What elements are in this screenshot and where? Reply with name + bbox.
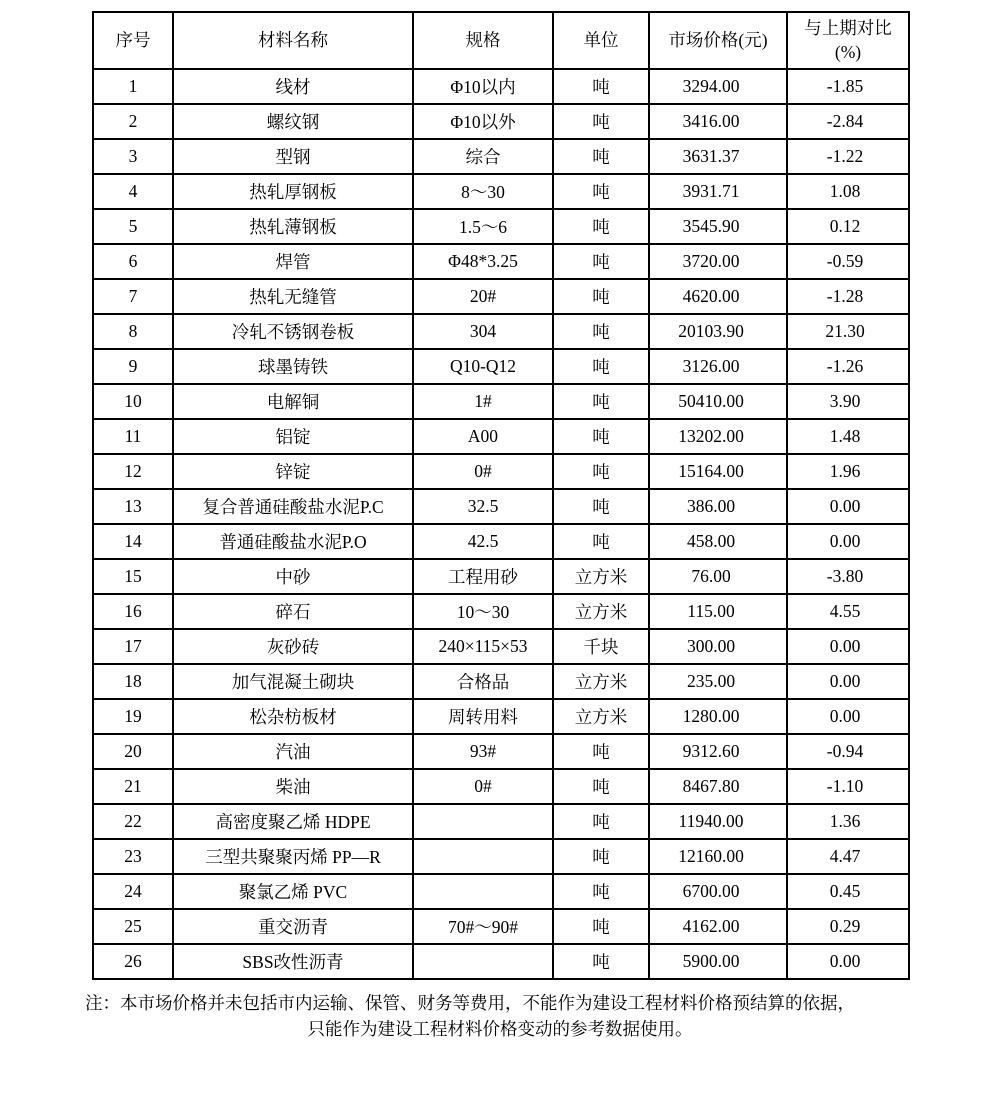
material-name-cell: 碎石 bbox=[173, 594, 413, 629]
material-name-cell: 高密度聚乙烯 HDPE bbox=[173, 804, 413, 839]
serial-cell: 12 bbox=[93, 454, 173, 489]
material-name-cell: 松杂枋板材 bbox=[173, 699, 413, 734]
table-row bbox=[93, 734, 909, 769]
unit-cell: 吨 bbox=[553, 384, 649, 419]
table-row bbox=[93, 209, 909, 244]
unit-cell: 立方米 bbox=[553, 594, 649, 629]
price-cell: 3631.37 bbox=[649, 139, 787, 174]
change-cell: -3.80 bbox=[787, 559, 909, 594]
serial-cell: 3 bbox=[93, 139, 173, 174]
material-name-cell: 复合普通硅酸盐水泥P.C bbox=[173, 489, 413, 524]
unit-cell: 吨 bbox=[553, 209, 649, 244]
change-cell: 1.48 bbox=[787, 419, 909, 454]
header-row bbox=[93, 12, 909, 69]
change-cell: -1.28 bbox=[787, 279, 909, 314]
spec-cell: Q10-Q12 bbox=[413, 349, 553, 384]
serial-cell: 22 bbox=[93, 804, 173, 839]
footnote bbox=[85, 990, 915, 1042]
price-cell: 3126.00 bbox=[649, 349, 787, 384]
col-header-serial: 序号 bbox=[93, 12, 173, 69]
serial-cell: 13 bbox=[93, 489, 173, 524]
price-cell: 300.00 bbox=[649, 629, 787, 664]
material-name-cell: 普通硅酸盐水泥P.O bbox=[173, 524, 413, 559]
price-cell: 5900.00 bbox=[649, 944, 787, 979]
table-row bbox=[93, 524, 909, 559]
unit-cell: 吨 bbox=[553, 734, 649, 769]
material-name-cell: 型钢 bbox=[173, 139, 413, 174]
material-name-cell: 中砂 bbox=[173, 559, 413, 594]
table-row bbox=[93, 419, 909, 454]
col-header-change-line2: (%) bbox=[834, 41, 862, 62]
table-row bbox=[93, 594, 909, 629]
unit-cell: 吨 bbox=[553, 804, 649, 839]
unit-cell: 吨 bbox=[553, 769, 649, 804]
col-header-unit: 单位 bbox=[553, 12, 649, 69]
serial-cell: 16 bbox=[93, 594, 173, 629]
change-cell: 1.36 bbox=[787, 804, 909, 839]
materials-price-table bbox=[92, 11, 910, 980]
serial-cell: 9 bbox=[93, 349, 173, 384]
spec-cell: 240×115×53 bbox=[413, 629, 553, 664]
material-name-cell: 热轧厚钢板 bbox=[173, 174, 413, 209]
table-row bbox=[93, 69, 909, 104]
table-row bbox=[93, 769, 909, 804]
price-cell: 8467.80 bbox=[649, 769, 787, 804]
col-header-change bbox=[787, 12, 909, 69]
material-name-cell: 球墨铸铁 bbox=[173, 349, 413, 384]
table-row bbox=[93, 874, 909, 909]
spec-cell: 93# bbox=[413, 734, 553, 769]
material-name-cell: 灰砂砖 bbox=[173, 629, 413, 664]
change-cell: 0.12 bbox=[787, 209, 909, 244]
serial-cell: 18 bbox=[93, 664, 173, 699]
material-name-cell: 热轧薄钢板 bbox=[173, 209, 413, 244]
change-cell: -2.84 bbox=[787, 104, 909, 139]
serial-cell: 5 bbox=[93, 209, 173, 244]
price-cell: 3294.00 bbox=[649, 69, 787, 104]
spec-cell: Φ10以外 bbox=[413, 104, 553, 139]
table-row bbox=[93, 104, 909, 139]
material-name-cell: 热轧无缝管 bbox=[173, 279, 413, 314]
price-cell: 6700.00 bbox=[649, 874, 787, 909]
serial-cell: 26 bbox=[93, 944, 173, 979]
change-cell: 0.29 bbox=[787, 909, 909, 944]
unit-cell: 吨 bbox=[553, 419, 649, 454]
serial-cell: 20 bbox=[93, 734, 173, 769]
serial-cell: 17 bbox=[93, 629, 173, 664]
price-cell: 1280.00 bbox=[649, 699, 787, 734]
serial-cell: 15 bbox=[93, 559, 173, 594]
material-name-cell: 铝锭 bbox=[173, 419, 413, 454]
material-name-cell: 聚氯乙烯 PVC bbox=[173, 874, 413, 909]
price-cell: 50410.00 bbox=[649, 384, 787, 419]
spec-cell: 1# bbox=[413, 384, 553, 419]
serial-cell: 24 bbox=[93, 874, 173, 909]
unit-cell: 吨 bbox=[553, 489, 649, 524]
spec-cell: 42.5 bbox=[413, 524, 553, 559]
serial-cell: 25 bbox=[93, 909, 173, 944]
table-row bbox=[93, 944, 909, 979]
serial-cell: 14 bbox=[93, 524, 173, 559]
unit-cell: 吨 bbox=[553, 244, 649, 279]
material-name-cell: SBS改性沥青 bbox=[173, 944, 413, 979]
unit-cell: 吨 bbox=[553, 454, 649, 489]
change-cell: 4.55 bbox=[787, 594, 909, 629]
serial-cell: 23 bbox=[93, 839, 173, 874]
unit-cell: 吨 bbox=[553, 314, 649, 349]
price-cell: 458.00 bbox=[649, 524, 787, 559]
unit-cell: 吨 bbox=[553, 839, 649, 874]
material-name-cell: 电解铜 bbox=[173, 384, 413, 419]
price-cell: 4162.00 bbox=[649, 909, 787, 944]
material-name-cell: 锌锭 bbox=[173, 454, 413, 489]
unit-cell: 立方米 bbox=[553, 699, 649, 734]
serial-cell: 19 bbox=[93, 699, 173, 734]
change-cell: 0.00 bbox=[787, 524, 909, 559]
unit-cell: 吨 bbox=[553, 524, 649, 559]
spec-cell: 1.5～6 bbox=[413, 209, 553, 244]
change-cell: -1.26 bbox=[787, 349, 909, 384]
material-name-cell: 重交沥青 bbox=[173, 909, 413, 944]
spec-cell: 304 bbox=[413, 314, 553, 349]
change-cell: -0.94 bbox=[787, 734, 909, 769]
unit-cell: 吨 bbox=[553, 874, 649, 909]
price-cell: 386.00 bbox=[649, 489, 787, 524]
material-name-cell: 冷轧不锈钢卷板 bbox=[173, 314, 413, 349]
spec-cell: Φ48*3.25 bbox=[413, 244, 553, 279]
table-row bbox=[93, 314, 909, 349]
table-row bbox=[93, 139, 909, 174]
change-cell: -1.22 bbox=[787, 139, 909, 174]
spec-cell bbox=[413, 804, 553, 839]
material-name-cell: 汽油 bbox=[173, 734, 413, 769]
price-cell: 3545.90 bbox=[649, 209, 787, 244]
unit-cell: 立方米 bbox=[553, 664, 649, 699]
serial-cell: 21 bbox=[93, 769, 173, 804]
table-row bbox=[93, 804, 909, 839]
material-name-cell: 加气混凝土砌块 bbox=[173, 664, 413, 699]
serial-cell: 1 bbox=[93, 69, 173, 104]
unit-cell: 吨 bbox=[553, 139, 649, 174]
serial-cell: 7 bbox=[93, 279, 173, 314]
table-row bbox=[93, 244, 909, 279]
serial-cell: 10 bbox=[93, 384, 173, 419]
change-cell: -1.10 bbox=[787, 769, 909, 804]
unit-cell: 吨 bbox=[553, 349, 649, 384]
table-row bbox=[93, 559, 909, 594]
spec-cell: 32.5 bbox=[413, 489, 553, 524]
material-name-cell: 焊管 bbox=[173, 244, 413, 279]
spec-cell: 周转用料 bbox=[413, 699, 553, 734]
price-cell: 9312.60 bbox=[649, 734, 787, 769]
change-cell: 4.47 bbox=[787, 839, 909, 874]
table-row bbox=[93, 664, 909, 699]
spec-cell bbox=[413, 839, 553, 874]
col-header-market-price: 市场价格(元) bbox=[649, 12, 787, 69]
spec-cell bbox=[413, 944, 553, 979]
spec-cell: 0# bbox=[413, 454, 553, 489]
spec-cell: A00 bbox=[413, 419, 553, 454]
unit-cell: 立方米 bbox=[553, 559, 649, 594]
price-cell: 3931.71 bbox=[649, 174, 787, 209]
spec-cell bbox=[413, 874, 553, 909]
spec-cell: 工程用砂 bbox=[413, 559, 553, 594]
price-cell: 235.00 bbox=[649, 664, 787, 699]
table-row bbox=[93, 629, 909, 664]
material-name-cell: 线材 bbox=[173, 69, 413, 104]
spec-cell: 综合 bbox=[413, 139, 553, 174]
unit-cell: 吨 bbox=[553, 174, 649, 209]
price-cell: 13202.00 bbox=[649, 419, 787, 454]
spec-cell: 0# bbox=[413, 769, 553, 804]
unit-cell: 吨 bbox=[553, 279, 649, 314]
table-row bbox=[93, 349, 909, 384]
serial-cell: 6 bbox=[93, 244, 173, 279]
material-name-cell: 螺纹钢 bbox=[173, 104, 413, 139]
material-name-cell: 柴油 bbox=[173, 769, 413, 804]
unit-cell: 吨 bbox=[553, 69, 649, 104]
change-cell: 3.90 bbox=[787, 384, 909, 419]
price-cell: 4620.00 bbox=[649, 279, 787, 314]
table-row bbox=[93, 699, 909, 734]
unit-cell: 吨 bbox=[553, 104, 649, 139]
unit-cell: 千块 bbox=[553, 629, 649, 664]
serial-cell: 8 bbox=[93, 314, 173, 349]
footnote-line1: 注：本市场价格并未包括市内运输、保管、财务等费用，不能作为建设工程材料价格预结算的依据， bbox=[85, 993, 855, 1013]
serial-cell: 11 bbox=[93, 419, 173, 454]
table-row bbox=[93, 839, 909, 874]
change-cell: -1.85 bbox=[787, 69, 909, 104]
price-cell: 20103.90 bbox=[649, 314, 787, 349]
change-cell: -0.59 bbox=[787, 244, 909, 279]
material-name-cell: 三型共聚聚丙烯 PP—R bbox=[173, 839, 413, 874]
spec-cell: 合格品 bbox=[413, 664, 553, 699]
footnote-line2: 只能作为建设工程材料价格变动的参考数据使用。 bbox=[307, 1019, 693, 1039]
col-header-change-line1: 与上期对比 bbox=[804, 17, 892, 38]
col-header-spec: 规格 bbox=[413, 12, 553, 69]
change-cell: 0.00 bbox=[787, 629, 909, 664]
change-cell: 0.00 bbox=[787, 944, 909, 979]
price-cell: 15164.00 bbox=[649, 454, 787, 489]
price-cell: 11940.00 bbox=[649, 804, 787, 839]
table-row bbox=[93, 174, 909, 209]
change-cell: 0.00 bbox=[787, 699, 909, 734]
change-cell: 0.00 bbox=[787, 489, 909, 524]
price-cell: 3720.00 bbox=[649, 244, 787, 279]
spec-cell: 10～30 bbox=[413, 594, 553, 629]
price-cell: 3416.00 bbox=[649, 104, 787, 139]
serial-cell: 2 bbox=[93, 104, 173, 139]
table-row bbox=[93, 384, 909, 419]
change-cell: 21.30 bbox=[787, 314, 909, 349]
col-header-material-name: 材料名称 bbox=[173, 12, 413, 69]
table-body bbox=[93, 69, 909, 979]
change-cell: 1.96 bbox=[787, 454, 909, 489]
table-row bbox=[93, 454, 909, 489]
table-row bbox=[93, 279, 909, 314]
change-cell: 0.45 bbox=[787, 874, 909, 909]
spec-cell: 70#～90# bbox=[413, 909, 553, 944]
spec-cell: Φ10以内 bbox=[413, 69, 553, 104]
table-row bbox=[93, 909, 909, 944]
serial-cell: 4 bbox=[93, 174, 173, 209]
change-cell: 1.08 bbox=[787, 174, 909, 209]
spec-cell: 8～30 bbox=[413, 174, 553, 209]
price-cell: 12160.00 bbox=[649, 839, 787, 874]
table-row bbox=[93, 489, 909, 524]
unit-cell: 吨 bbox=[553, 944, 649, 979]
price-cell: 76.00 bbox=[649, 559, 787, 594]
change-cell: 0.00 bbox=[787, 664, 909, 699]
price-cell: 115.00 bbox=[649, 594, 787, 629]
unit-cell: 吨 bbox=[553, 909, 649, 944]
spec-cell: 20# bbox=[413, 279, 553, 314]
